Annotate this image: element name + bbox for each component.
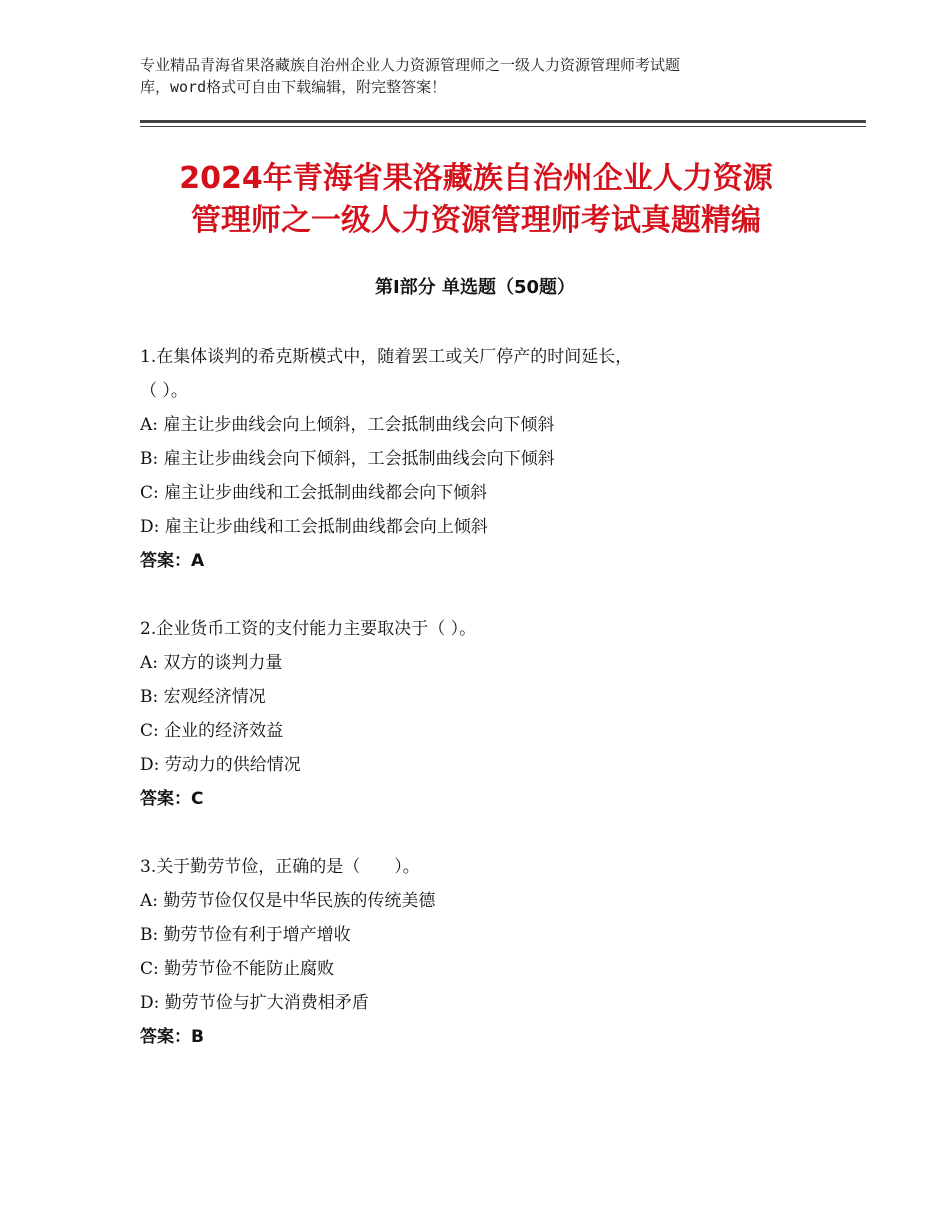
answer: 答案：A bbox=[140, 551, 205, 571]
header-note-line-1: 专业精品青海省果洛藏族自治州企业人力资源管理师之一级人力资源管理师考试题 bbox=[140, 56, 681, 74]
answer: 答案：B bbox=[140, 1027, 204, 1047]
option-a: A: 雇主让步曲线会向上倾斜，工会抵制曲线会向下倾斜 bbox=[140, 415, 555, 435]
option-d: D: 雇主让步曲线和工会抵制曲线都会向上倾斜 bbox=[140, 517, 488, 537]
header-note bbox=[140, 54, 830, 98]
option-c: C: 勤劳节俭不能防止腐败 bbox=[140, 959, 335, 979]
option-d: D: 劳动力的供给情况 bbox=[140, 755, 301, 775]
answer: 答案：C bbox=[140, 789, 204, 809]
header-rule-thick bbox=[140, 120, 866, 123]
document-title-line-1: 2024年青海省果洛藏族自治州企业人力资源 bbox=[179, 161, 773, 196]
option-b: B: 勤劳节俭有利于增产增收 bbox=[140, 925, 351, 945]
header-note-line-2: 库，word格式可自由下载编辑，附完整答案！ bbox=[140, 78, 447, 96]
option-a: A: 勤劳节俭仅仅是中华民族的传统美德 bbox=[140, 891, 436, 911]
option-d: D: 勤劳节俭与扩大消费相矛盾 bbox=[140, 993, 369, 1013]
option-c: C: 企业的经济效益 bbox=[140, 721, 284, 741]
document-title-line-2: 管理师之一级人力资源管理师考试真题精编 bbox=[191, 203, 761, 238]
document-title bbox=[120, 158, 832, 242]
option-b: B: 雇主让步曲线会向下倾斜，工会抵制曲线会向下倾斜 bbox=[140, 449, 555, 469]
question-list bbox=[140, 340, 820, 1088]
header-rule-thin bbox=[140, 126, 866, 127]
option-a: A: 双方的谈判力量 bbox=[140, 653, 283, 673]
question-stem: 2.企业货币工资的支付能力主要取决于（ ）。 bbox=[140, 619, 477, 639]
question-3 bbox=[140, 850, 820, 1054]
question-stem-continued: （ ）。 bbox=[140, 381, 188, 401]
question-stem: 1.在集体谈判的希克斯模式中，随着罢工或关厂停产的时间延长， bbox=[140, 347, 633, 367]
question-2 bbox=[140, 612, 820, 816]
section-title: 第Ⅰ部分 单选题（50题） bbox=[374, 277, 575, 298]
option-b: B: 宏观经济情况 bbox=[140, 687, 266, 707]
option-c: C: 雇主让步曲线和工会抵制曲线都会向下倾斜 bbox=[140, 483, 488, 503]
question-1 bbox=[140, 340, 820, 578]
question-stem: 3.关于勤劳节俭，正确的是（ ）。 bbox=[140, 857, 420, 877]
